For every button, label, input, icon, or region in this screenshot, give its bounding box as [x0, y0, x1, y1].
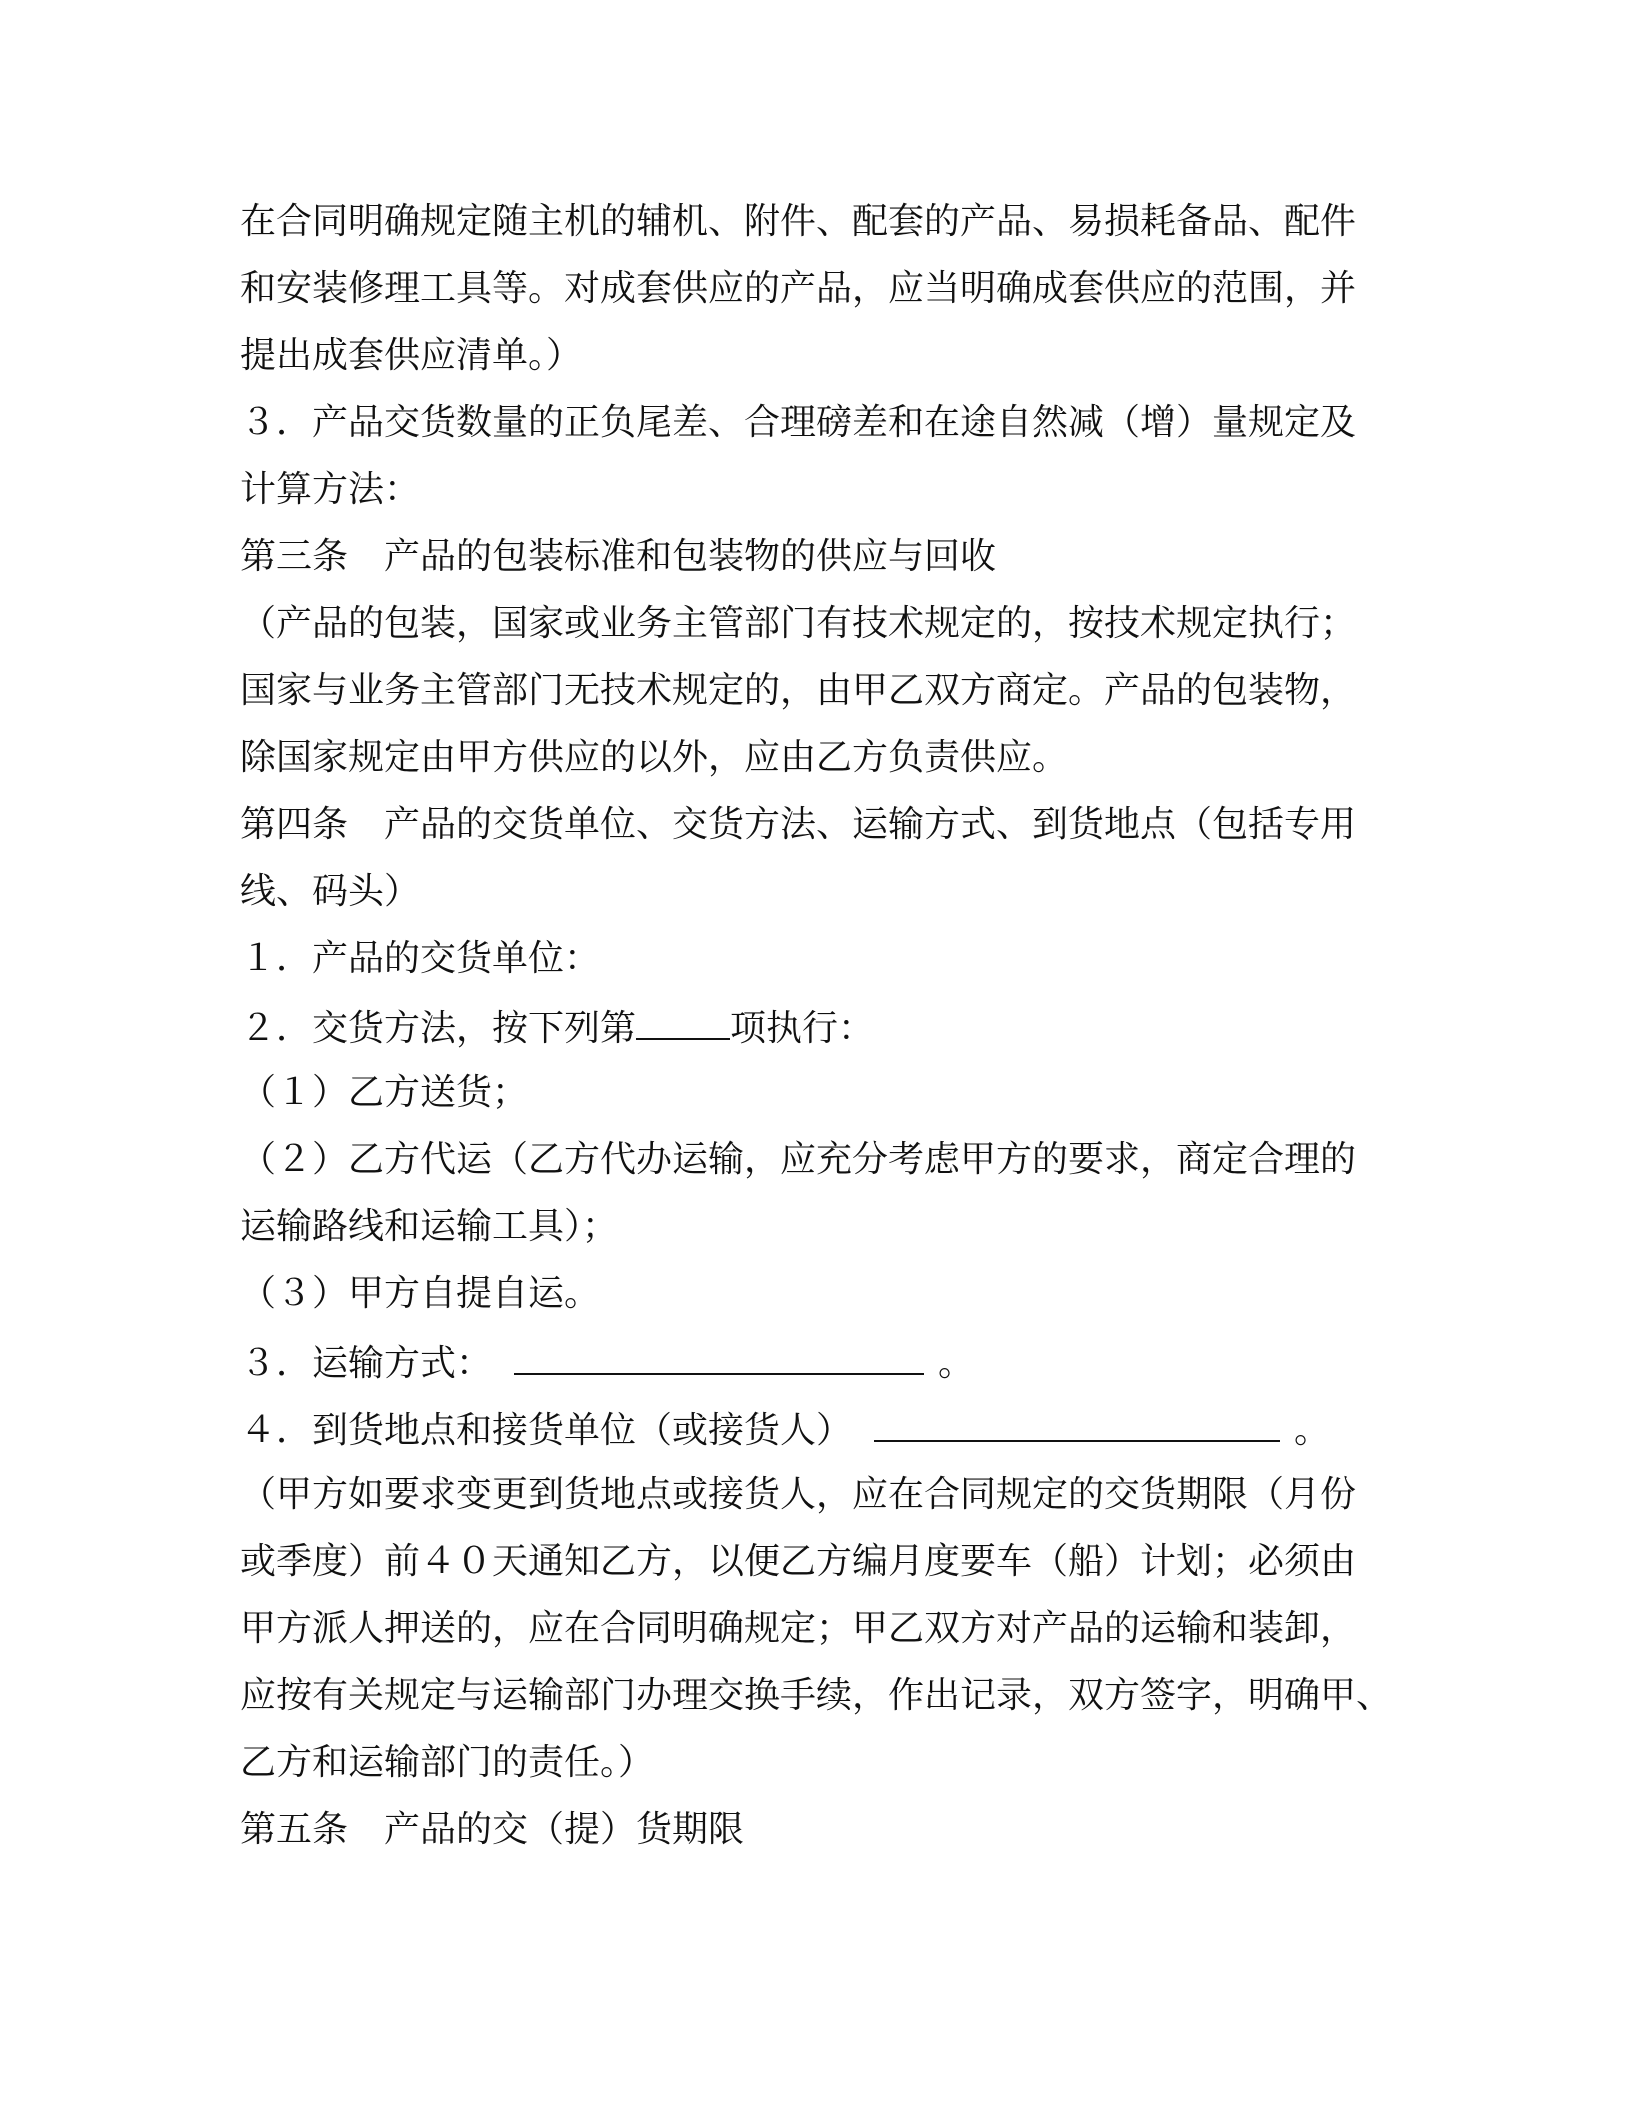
text-line: 在合同明确规定随主机的辅机、附件、配套的产品、易损耗备品、配件: [240, 201, 1357, 242]
text-line: 乙方和运输部门的责任。）: [240, 1742, 655, 1783]
text-line: 计算方法：: [240, 469, 421, 510]
text-line: 除国家规定由甲方供应的以外，应由乙方负责供应。: [240, 737, 1069, 778]
clause-3-transport: [240, 1327, 1390, 1394]
text-line: 或季度）前４０天通知乙方，以便乙方编月度要车（船）计划；必须由: [240, 1541, 1357, 1582]
article-5-heading: 第五条 产品的交（提）货期限: [240, 1809, 745, 1850]
text-line: 运输路线和运输工具）；: [240, 1206, 619, 1247]
option-2: （２）乙方代运（乙方代办运输，应充分考虑甲方的要求，商定合理的: [240, 1139, 1357, 1180]
clause-1-delivery-unit: １．产品的交货单位：: [240, 938, 601, 979]
delivery-method-prefix: ２．交货方法，按下列第: [240, 1008, 637, 1049]
destination-suffix: 。: [1294, 1410, 1331, 1451]
text-line: 和安装修理工具等。对成套供应的产品，应当明确成套供应的范围，并: [240, 268, 1357, 309]
clause-4-destination: [240, 1394, 1390, 1461]
destination-prefix: ４．到货地点和接货单位（或接货人）: [240, 1410, 853, 1451]
destination-blank[interactable]: [874, 1394, 1280, 1442]
delivery-method-suffix: 项执行：: [730, 1008, 875, 1049]
delivery-method-blank[interactable]: [636, 992, 730, 1040]
option-3: （３）甲方自提自运。: [240, 1273, 601, 1314]
transport-prefix: ３．运输方式：: [240, 1343, 493, 1384]
text-line: 应按有关规定与运输部门办理交换手续，作出记录，双方签字，明确甲、: [240, 1675, 1393, 1716]
transport-suffix: 。: [938, 1343, 975, 1384]
clause-2-delivery-method: [240, 992, 1390, 1059]
option-1: （１）乙方送货；: [240, 1072, 529, 1113]
article-3-heading: 第三条 产品的包装标准和包装物的供应与回收: [240, 536, 997, 577]
text-line: 线、码头）: [240, 871, 421, 912]
article-4-heading: 第四条 产品的交货单位、交货方法、运输方式、到货地点（包括专用: [240, 804, 1357, 845]
text-line: （产品的包装，国家或业务主管部门有技术规定的，按技术规定执行；: [240, 603, 1357, 644]
clause-3-quantity: ３．产品交货数量的正负尾差、合理磅差和在途自然减（增）量规定及: [240, 402, 1357, 443]
text-line: 甲方派人押送的，应在合同明确规定；甲乙双方对产品的运输和装卸，: [240, 1608, 1357, 1649]
contract-page: [240, 188, 1393, 1863]
text-line: 国家与业务主管部门无技术规定的，由甲乙双方商定。产品的包装物，: [240, 670, 1357, 711]
transport-blank[interactable]: [514, 1327, 924, 1375]
text-line: 提出成套供应清单。）: [240, 335, 583, 376]
text-line: （甲方如要求变更到货地点或接货人，应在合同规定的交货期限（月份: [240, 1474, 1357, 1515]
